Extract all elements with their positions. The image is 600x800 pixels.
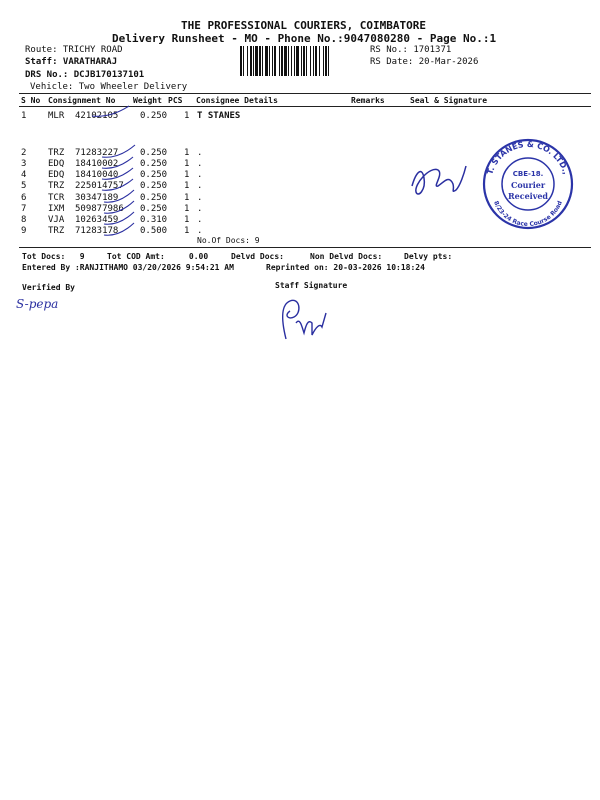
stamp-bottom-text: 8/23-24 Race Course Road (492, 199, 564, 229)
row-prefix: MLR (48, 111, 65, 121)
table-row (20, 215, 320, 225)
row-consignee: . (197, 226, 203, 236)
row-consignee: . (197, 170, 203, 180)
col-pcs: PCS (168, 96, 183, 105)
row-consignee: . (197, 159, 203, 169)
row-consignment-no: 42102105 (75, 111, 119, 121)
row-consignment-no: 71283227 (75, 148, 119, 158)
col-sno: S No (21, 96, 41, 105)
row-sno: 6 (21, 193, 27, 203)
svg-text:S-pepa: S-pepa (16, 297, 59, 311)
table-row (20, 226, 320, 236)
row-weight: 0.500 (140, 226, 168, 236)
company-title: THE PROFESSIONAL COURIERS, COIMBATORE (181, 19, 427, 32)
col-seal-signature: Seal & Signature (410, 96, 488, 105)
totals-rule (19, 247, 591, 248)
row-pcs: 1 (184, 111, 190, 121)
entered-by: Entered By :RANJITHAMO 03/20/2026 9:54:21 AM (22, 263, 234, 272)
row-consignment-no: 30347189 (75, 193, 119, 203)
drs-number: DRS No.: DCJB170137101 (25, 70, 145, 80)
row-prefix: EDQ (48, 170, 65, 180)
row-weight: 0.250 (140, 111, 168, 121)
delvd-docs: Delvd Docs: (231, 252, 284, 261)
row-weight: 0.250 (140, 159, 168, 169)
row-consignee: . (197, 215, 203, 225)
row-consignment-no: 18410040 (75, 170, 119, 180)
header-rule-bottom (19, 106, 591, 107)
reprinted-on: Reprinted on: 20-03-2026 10:18:24 (266, 263, 425, 272)
row-sno: 2 (21, 148, 27, 158)
company-stamp (408, 136, 588, 231)
table-row (20, 170, 320, 180)
row-weight: 0.250 (140, 204, 168, 214)
row-consignment-no: 71283178 (75, 226, 119, 236)
row-pcs: 1 (184, 181, 190, 191)
barcode (240, 46, 365, 76)
row-pcs: 1 (184, 159, 190, 169)
row-consignee: . (197, 181, 203, 191)
stamp-top-text: T. STANES & CO. LTD., (485, 139, 571, 176)
verifier-signature (14, 291, 94, 315)
row-weight: 0.250 (140, 148, 168, 158)
receiver-signature (412, 166, 466, 194)
stamp-code: CBE-18. (512, 170, 544, 178)
rs-date: RS Date: 20-Mar-2026 (370, 57, 479, 67)
stamp-line2: Received (507, 191, 549, 201)
row-prefix: IXM (48, 204, 65, 214)
col-consignment: Consignment No (48, 96, 116, 105)
row-weight: 0.250 (140, 170, 168, 180)
staff-signature (276, 293, 338, 343)
row-pcs: 1 (184, 204, 190, 214)
row-sno: 8 (21, 215, 27, 225)
rs-number: RS No.: 1701371 (370, 45, 452, 55)
row-sno: 3 (21, 159, 27, 169)
col-consignee: Consignee Details (196, 96, 278, 105)
row-prefix: VJA (48, 215, 65, 225)
col-remarks: Remarks (351, 96, 385, 105)
table-row (20, 111, 320, 121)
staff-signature-label: Staff Signature (275, 281, 348, 290)
row-prefix: TRZ (48, 181, 65, 191)
staff-label: Staff: VARATHARAJ (25, 57, 118, 67)
header-rule-top (19, 93, 591, 94)
table-row (20, 159, 320, 169)
col-weight: Weight (133, 96, 162, 105)
row-weight: 0.250 (140, 193, 168, 203)
delvy-pts: Delvy pts: (404, 252, 453, 261)
vehicle-label: Vehicle: Two Wheeler Delivery (30, 82, 188, 92)
row-pcs: 1 (184, 170, 190, 180)
runsheet-subtitle: Delivery Runsheet - MO - Phone No.:9047080280 - Page No.:1 (112, 32, 497, 45)
table-row (20, 193, 320, 203)
row-sno: 9 (21, 226, 27, 236)
row-weight: 0.250 (140, 181, 168, 191)
stamp-line1: Courier (510, 180, 546, 190)
row-consignee: . (197, 148, 203, 158)
row-consignee: T STANES (197, 111, 241, 121)
row-consignment-no: 225014757 (75, 181, 124, 191)
row-weight: 0.310 (140, 215, 168, 225)
verified-by-label: Verified By (22, 283, 75, 292)
table-row (20, 148, 320, 158)
row-prefix: EDQ (48, 159, 65, 169)
tot-cod-amt: Tot COD Amt: 0.00 (107, 252, 209, 261)
row-sno: 7 (21, 204, 27, 214)
row-pcs: 1 (184, 215, 190, 225)
row-consignee: . (197, 204, 203, 214)
row-sno: 5 (21, 181, 27, 191)
table-row (20, 181, 320, 191)
row-sno: 1 (21, 111, 27, 121)
route-label: Route: TRICHY ROAD (25, 45, 123, 55)
row-consignment-no: 509877986 (75, 204, 124, 214)
row-pcs: 1 (184, 148, 190, 158)
row-consignment-no: 18410002 (75, 159, 119, 169)
row-pcs: 1 (184, 193, 190, 203)
table-row (20, 204, 320, 214)
non-delvd-docs: Non Delvd Docs: (310, 252, 383, 261)
row-sno: 4 (21, 170, 27, 180)
row-consignment-no: 10263459 (75, 215, 119, 225)
no-of-docs: No.Of Docs: 9 (197, 236, 260, 245)
row-prefix: TCR (48, 193, 65, 203)
row-prefix: TRZ (48, 148, 65, 158)
row-prefix: TRZ (48, 226, 65, 236)
row-consignee: . (197, 193, 203, 203)
row-pcs: 1 (184, 226, 190, 236)
tot-docs: Tot Docs: 9 (22, 252, 85, 261)
